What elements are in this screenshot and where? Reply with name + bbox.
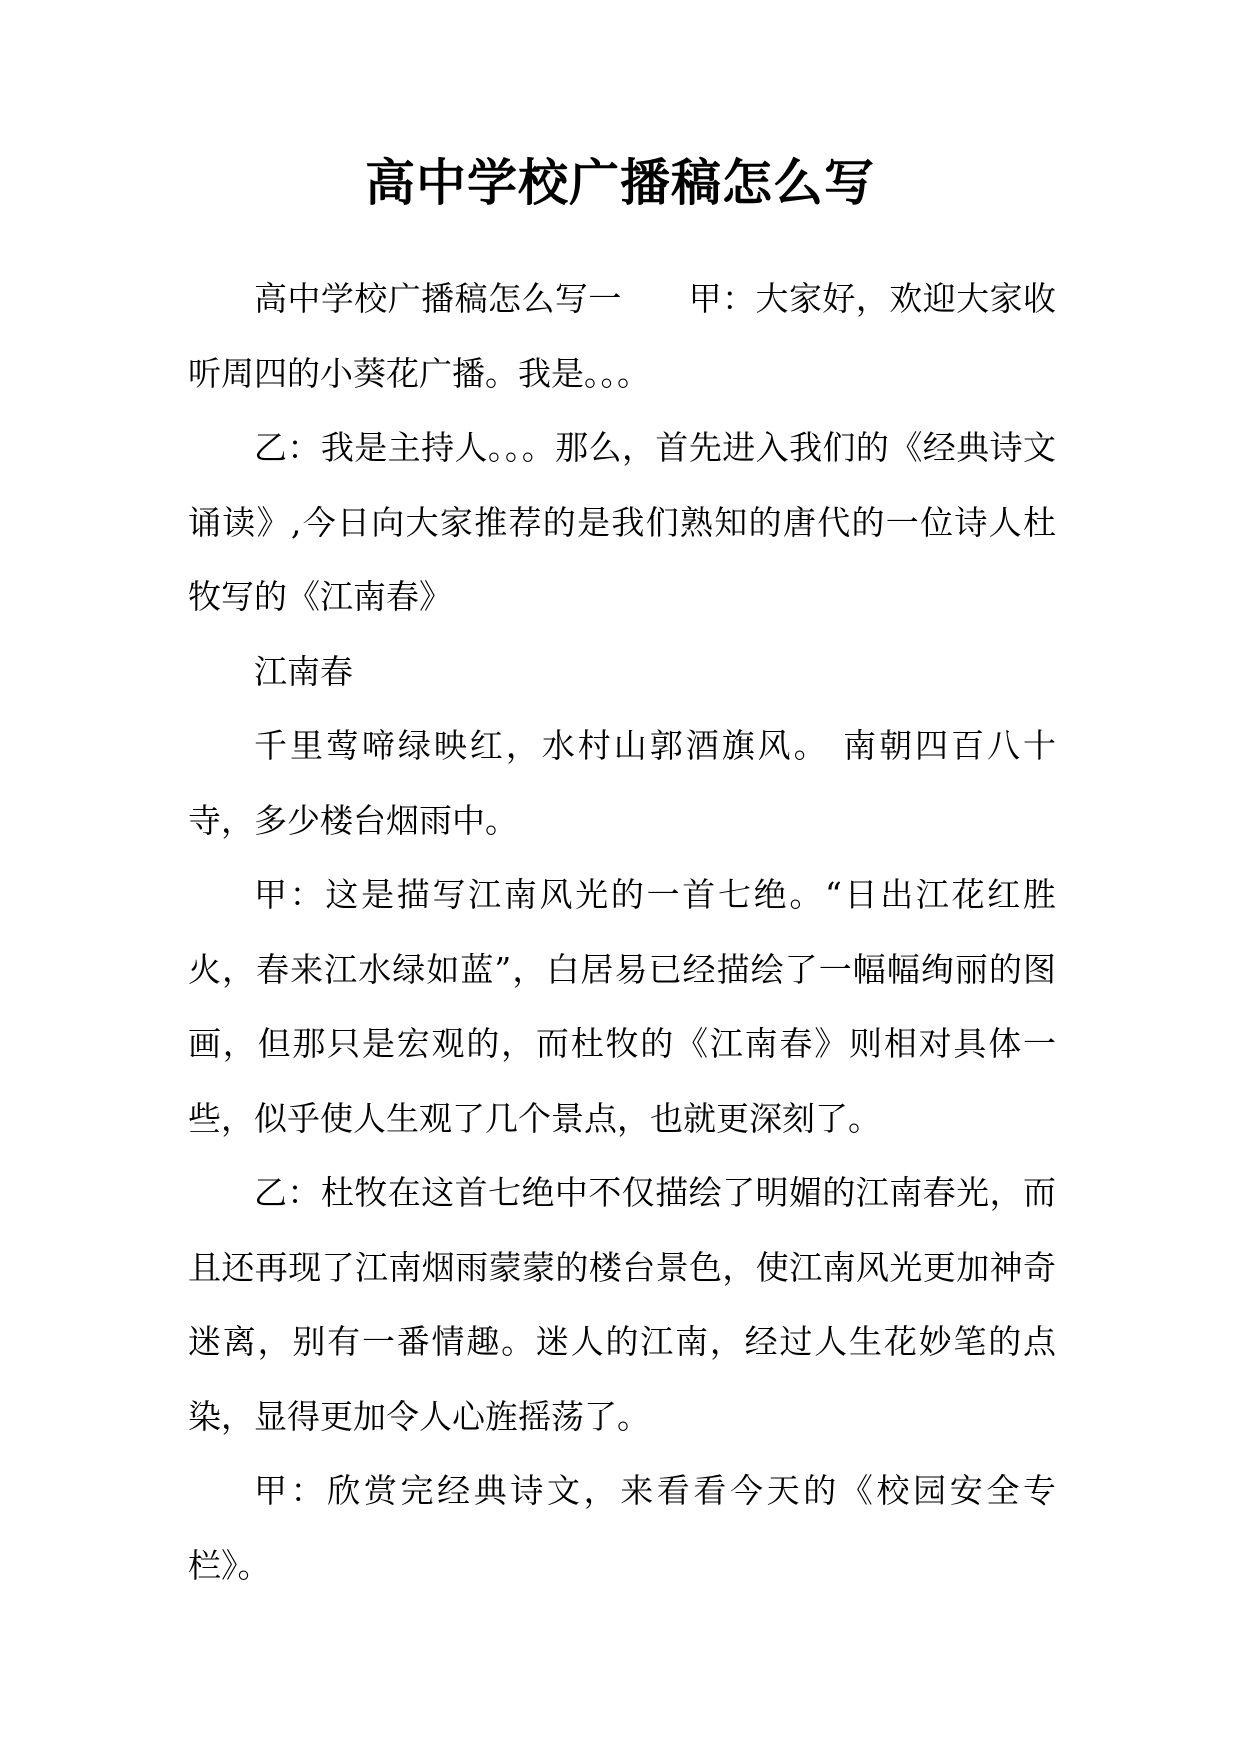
document-title: 高中学校广播稿怎么写 [365,153,875,212]
poem-text: 千里莺啼绿映红，水村山郭酒旗风。 南朝四百八十寺，多少楼台烟雨中。 [188,726,1056,840]
paragraph-host-b-commentary: 乙：杜牧在这首七绝中不仅描绘了明媚的江南春光，而且还再现了江南烟雨蒙蒙的楼台景色，使江南风光更加神奇迷离，别有一番情趣。迷人的江南，经过人生花妙笔的点染，显得更加令人心旌摇荡了。 [188,1173,1056,1436]
paragraph-intro: 高中学校广播稿怎么写一 甲：大家好，欢迎大家收听周四的小葵花广播。我是。。。 [188,279,1056,393]
paragraph-host-a-commentary: 甲：这是描写江南风光的一首七绝。“日出江花红胜火，春来江水绿如蓝”，白居易已经描绘了一幅幅绚丽的图画，但那只是宏观的，而杜牧的《江南春》则相对具体一些，似乎使人生观了几个景点，也就更深刻了。 [188,875,1056,1138]
poem-title: 江南春 [254,651,353,691]
paragraph-host-b-intro: 乙：我是主持人。。。那么，首先进入我们的《经典诗文诵读》,今日向大家推荐的是我们熟知的唐代的一位诗人杜牧写的《江南春》 [188,428,1056,616]
document-body [188,262,1056,1603]
paragraph-host-a-transition: 甲：欣赏完经典诗文，来看看今天的《校园安全专栏》。 [188,1471,1056,1585]
